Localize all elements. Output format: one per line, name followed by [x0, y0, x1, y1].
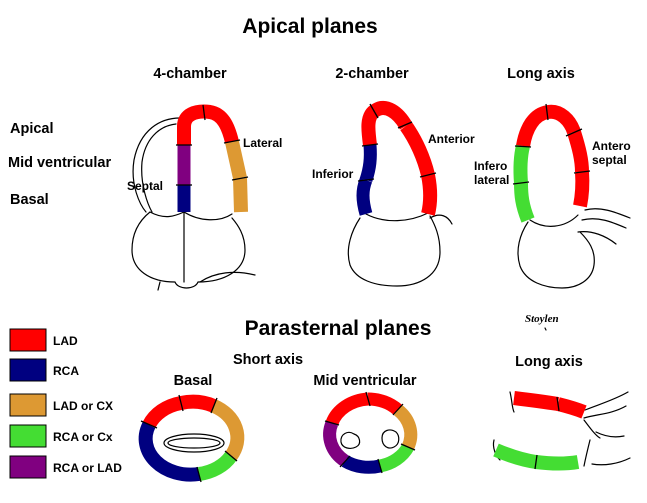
long-axis-basal-inferolateral-segment [521, 183, 528, 220]
mid-anterior-segment-1 [332, 399, 368, 423]
parasternal-long-axis-heading: Long axis [515, 354, 583, 370]
plax-mitral-valve [584, 420, 624, 438]
mid-inferoseptal-segment [330, 423, 345, 461]
parasternal-planes-title: Parasternal planes [244, 317, 432, 340]
level-basal-label: Basal [10, 192, 49, 208]
two-chamber-atrium-outline [348, 216, 440, 286]
short-axis-mid-heading: Mid ventricular [313, 373, 417, 389]
plax-inferolateral-segment [496, 450, 536, 462]
papillary-muscle-left [341, 432, 360, 448]
long-axis-mid-anteroseptal-segment [574, 132, 582, 172]
papillary-muscle-right [382, 430, 399, 448]
septal-label: Septal [127, 179, 164, 193]
mid-inferior-segment [345, 461, 380, 467]
long-axis-basal-anteroseptal-segment [580, 172, 582, 206]
plax-aorta-upper [584, 392, 628, 418]
long-axis-mid-inferolateral-segment [520, 146, 523, 183]
apical-long-axis-heading: Long axis [507, 66, 575, 82]
antero-label-line2: septal [592, 153, 627, 167]
anterior-label: Anterior [428, 132, 475, 146]
four-chamber-ivc [158, 282, 160, 290]
four-chamber-view [127, 105, 282, 290]
plax-basal-anteroseptal-segment [558, 404, 584, 412]
infero-label-line1: Infero [474, 159, 508, 173]
four-chamber-rv-outline-inner [142, 124, 176, 212]
mitral-valve-outer [164, 434, 224, 452]
two-chamber-view [312, 104, 475, 286]
basal-anteroseptal-segment [149, 403, 181, 425]
plax-anteroseptal-segment [514, 398, 558, 404]
apical-planes-title: Apical planes [242, 15, 378, 38]
mitral-valve-inner [168, 438, 220, 448]
plax-leaflets [584, 440, 630, 466]
level-apical-label: Apical [10, 121, 54, 137]
apical-long-axis-view [474, 104, 631, 288]
plax-basal-inferolateral-segment [536, 462, 578, 464]
parasternal-long-axis-view [493, 392, 630, 469]
two-chamber-mv-line [366, 213, 428, 221]
four-chamber-apical-segment [184, 112, 232, 145]
four-chamber-tv-line [150, 212, 184, 217]
legend-label-lad-or-cx: LAD or CX [53, 399, 113, 413]
author-signature: Stoylen [525, 313, 559, 325]
basal-anterior-segment [181, 402, 214, 406]
level-mid-label: Mid ventricular [8, 155, 112, 171]
inferior-label: Inferior [312, 167, 354, 181]
antero-label-line1: Antero [592, 139, 631, 153]
four-chamber-basal-lateral-segment [240, 178, 241, 212]
two-chamber-mid-anterior-segment [406, 126, 428, 175]
four-chamber-mv-line [184, 212, 232, 220]
short-axis-basal-ring [141, 395, 237, 482]
mid-anterior-segment-2 [368, 399, 398, 410]
legend-label-lad: LAD [53, 334, 78, 348]
plax-outline-left [510, 392, 514, 412]
mid-inferolateral-segment [380, 447, 408, 466]
legend-swatch-lad-or-cx [10, 394, 46, 416]
long-axis-mv-line [530, 215, 578, 226]
infero-label-line2: lateral [474, 173, 510, 187]
legend-label-rca-or-cx: RCA or Cx [53, 430, 113, 444]
basal-inferolateral-segment [199, 456, 231, 474]
two-chamber-heading: 2-chamber [335, 66, 409, 82]
legend-swatch-rca-or-lad [10, 456, 46, 478]
short-axis-basal-heading: Basal [173, 373, 213, 389]
color-legend [10, 329, 122, 478]
short-axis-mid-ring [325, 392, 415, 473]
four-chamber-heading: 4-chamber [153, 66, 227, 82]
four-chamber-mid-lateral-segment [232, 142, 240, 178]
four-chamber-atria-outline [132, 212, 245, 288]
two-chamber-basal-inferior-segment [363, 180, 366, 214]
two-chamber-mid-inferior-segment [366, 145, 370, 180]
long-axis-apical-segment [523, 112, 574, 146]
legend-swatch-rca [10, 359, 46, 381]
legend-swatch-rca-or-cx [10, 425, 46, 447]
legend-swatch-lad [10, 329, 46, 351]
signature-mark [545, 328, 546, 330]
four-chamber-pv-vessel [200, 272, 255, 282]
legend-label-rca-or-lad: RCA or LAD [53, 461, 122, 475]
legend-label-rca: RCA [53, 364, 79, 378]
lateral-label: Lateral [243, 136, 283, 150]
short-axis-heading: Short axis [232, 352, 304, 368]
two-chamber-basal-anterior-segment [428, 175, 430, 214]
mid-anterolateral-segment [398, 410, 411, 447]
